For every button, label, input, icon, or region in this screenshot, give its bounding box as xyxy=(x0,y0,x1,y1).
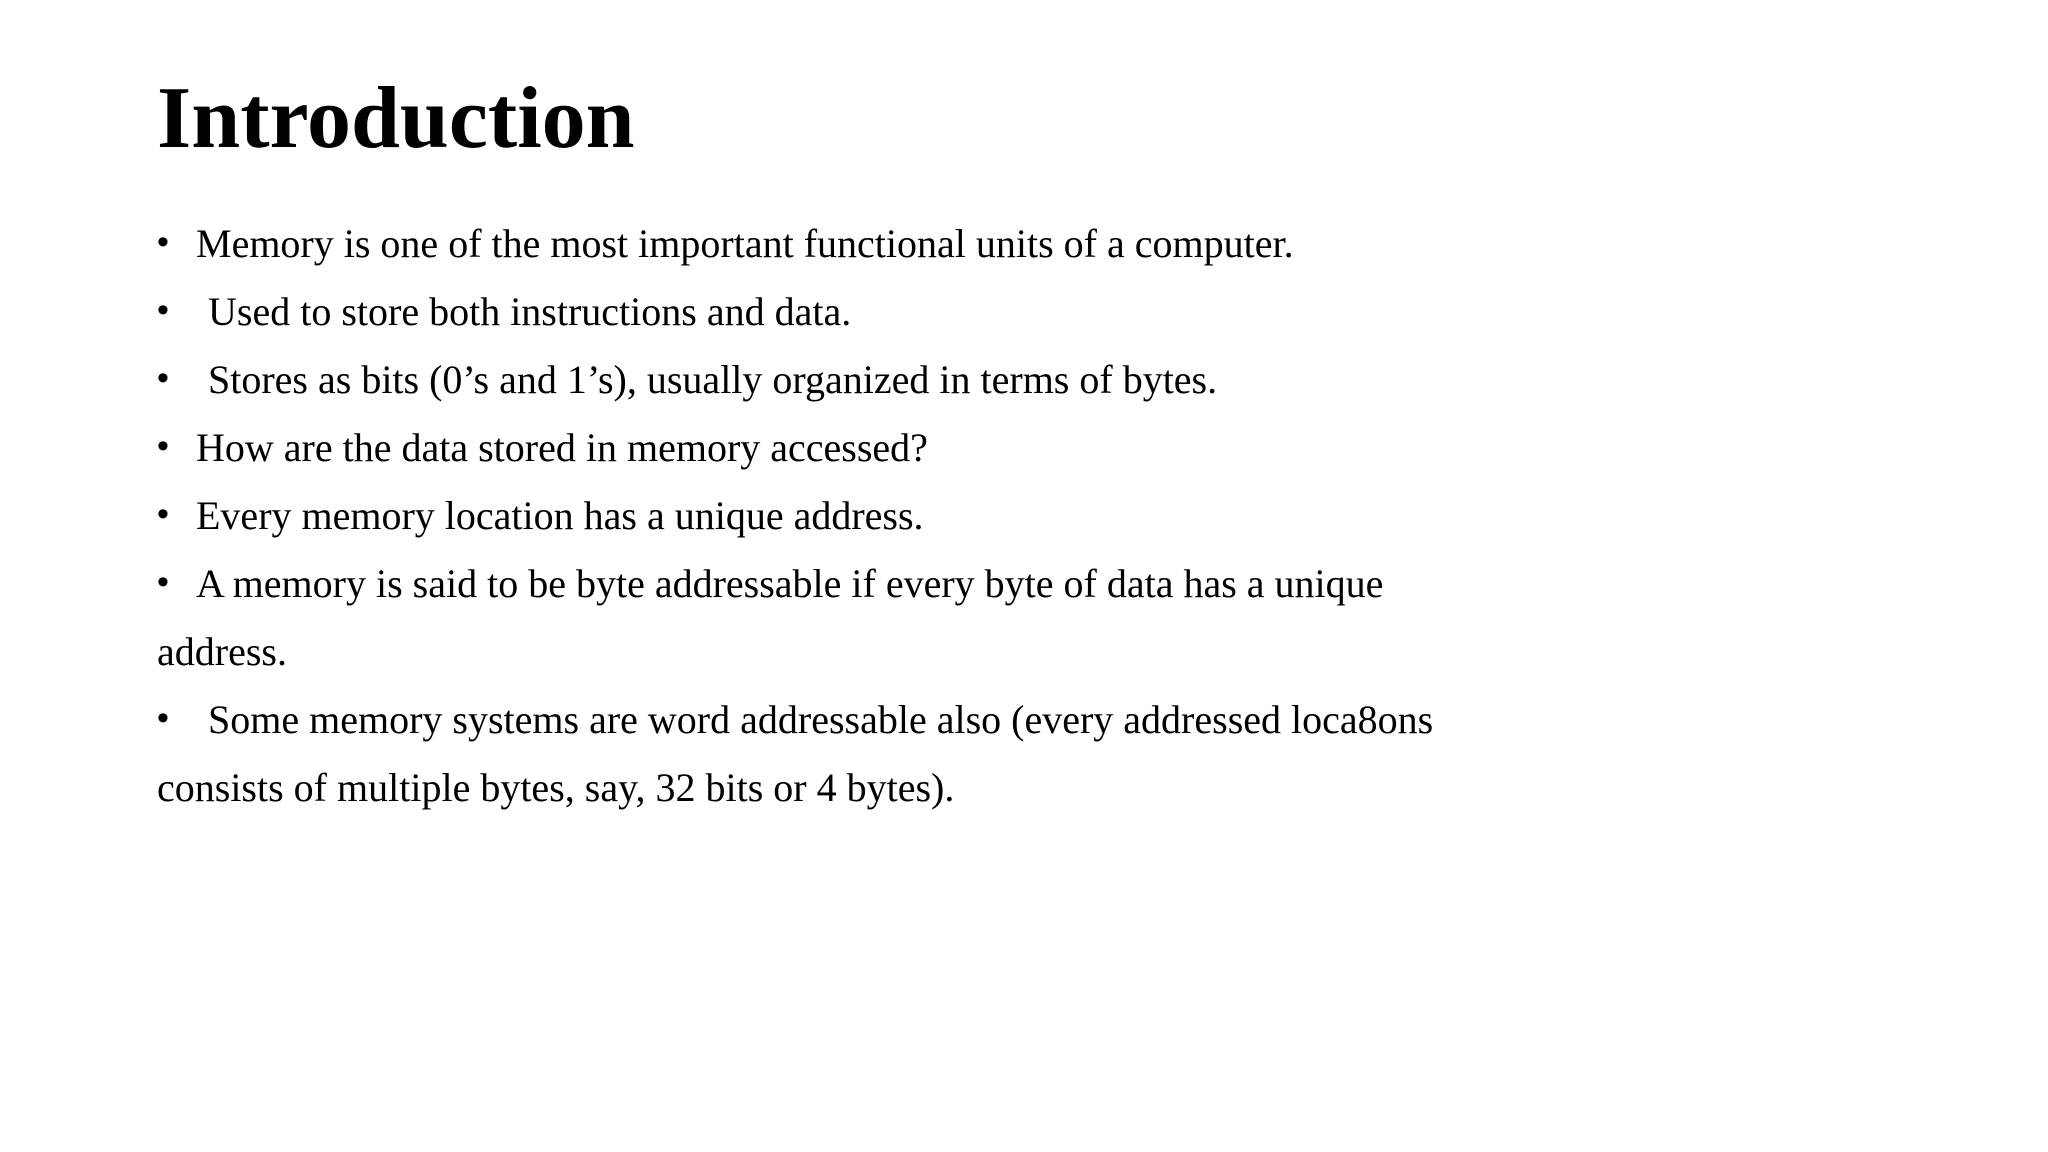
bullet-item xyxy=(157,686,1877,754)
bullet-item xyxy=(157,482,1877,550)
bullet-item xyxy=(157,210,1877,278)
bullet-item xyxy=(157,346,1877,414)
bullet-text: Every memory location has a unique address. xyxy=(196,493,924,538)
bullet-text: Memory is one of the most important functional units of a computer. xyxy=(196,221,1294,266)
bullet-item xyxy=(157,278,1877,346)
bullet-text: A memory is said to be byte addressable if every byte of data has a unique xyxy=(196,561,1384,606)
bullet-text-continued: consists of multiple bytes, say, 32 bits or 4 bytes). xyxy=(157,765,955,810)
bullet-marker: • xyxy=(157,427,169,465)
bullet-marker: • xyxy=(157,359,169,397)
bullet-item xyxy=(157,414,1877,482)
bullet-continuation xyxy=(157,754,1877,822)
bullet-marker: • xyxy=(157,223,169,261)
bullet-text: Some memory systems are word addressable also (every addressed loca8ons xyxy=(208,697,1434,742)
bullet-text: How are the data stored in memory accessed? xyxy=(196,425,928,470)
slide-title: Introduction xyxy=(157,70,635,167)
bullet-item xyxy=(157,550,1877,618)
bullet-marker: • xyxy=(157,699,169,737)
bullet-list xyxy=(157,210,1877,822)
bullet-text-continued: address. xyxy=(157,629,287,674)
bullet-marker: • xyxy=(157,495,169,533)
bullet-marker: • xyxy=(157,563,169,601)
bullet-text: Stores as bits (0’s and 1’s), usually organized in terms of bytes. xyxy=(208,357,1218,402)
bullet-continuation xyxy=(157,618,1877,686)
bullet-marker: • xyxy=(157,291,169,329)
bullet-text: Used to store both instructions and data. xyxy=(208,289,852,334)
